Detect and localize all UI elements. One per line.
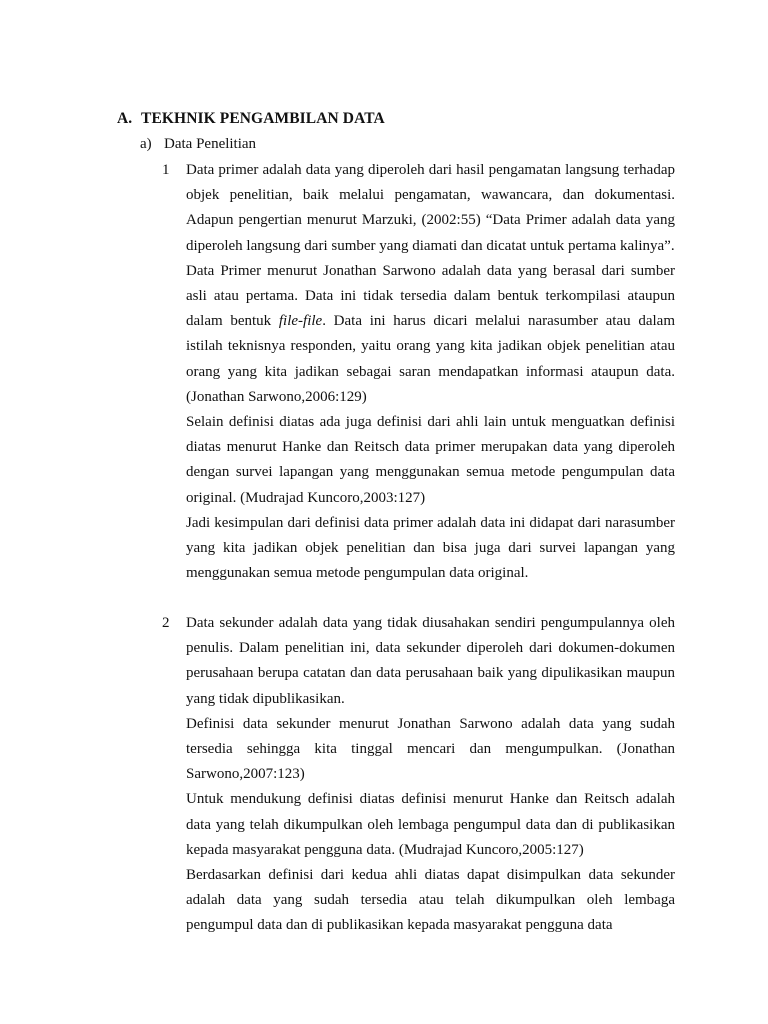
subsection-title: Data Penelitian bbox=[164, 136, 257, 152]
paragraph: Data sekunder adalah data yang tidak diusahakan sendiri pengumpulannya oleh penulis. Dalam penelitian ini, data sekunder diperoleh dari dokumen-dokumen perusahaan berupa catatan dan data perusahaan baik yang dipulikasikan maupun yang tidak dipublikasikan. bbox=[186, 615, 675, 707]
section-heading bbox=[117, 110, 385, 128]
subsection-letter: a) bbox=[140, 136, 152, 152]
list-item-secondary-data bbox=[162, 611, 675, 939]
paragraph: Definisi data sekunder menurut Jonathan Sarwono adalah data yang sudah tersedia sehingga kita tinggal mencari dan mengumpulkan. (Jonathan Sarwono,2007:123) bbox=[186, 715, 675, 783]
section-title: TEKHNIK PENGAMBILAN DATA bbox=[141, 110, 385, 127]
list-item-primary-data bbox=[162, 158, 675, 586]
paragraph: Berdasarkan definisi dari kedua ahli diatas dapat disimpulkan data sekunder adalah data yang sudah tersedia atau telah dikumpulkan oleh lembaga pengumpul data dan di publikasikan kepada masyarakat pengguna data bbox=[186, 867, 675, 934]
section-letter: A. bbox=[117, 110, 133, 127]
list-item-number: 2 bbox=[162, 615, 170, 631]
list-item-number: 1 bbox=[162, 162, 170, 178]
paragraph: Jadi kesimpulan dari definisi data primer adalah data ini didapat dari narasumber yang kita jadikan objek penelitian dan bisa juga dari survei lapangan yang menggunakan semua metode pengumpulan data original. bbox=[186, 514, 675, 582]
italic-term: file-file bbox=[278, 313, 323, 330]
paragraph: Untuk mendukung definisi diatas definisi menurut Hanke dan Reitsch adalah data yang telah dikumpulkan oleh lembaga pengumpul data dan di publikasikan kepada masyarakat pengguna data. (Mudrajad Kuncoro,2005:127) bbox=[186, 791, 675, 858]
paragraph-text: Data Primer menurut Jonathan Sarwono adalah data yang berasal dari sumber asli atau pertama. Data ini tidak tersedia dalam bentuk terkompilasi ataupun dalam bentuk bbox=[186, 262, 675, 330]
paragraph-text: . Data ini harus dicari melalui narasumber atau dalam istilah teknisnya responden, yaitu orang yang kita jadikan objek penelitian atau orang yang kita jadikan sebagai saran mendapatkan informasi ataupun data. (Jonathan Sarwono,2006:129) bbox=[186, 313, 675, 405]
paragraph: Selain definisi diatas ada juga definisi dari ahli lain untuk menguatkan definisi diatas menurut Hanke dan Reitsch data primer merupakan data yang diperoleh dengan survei lapangan yang menggunakan semua metode pengumpulan data original. (Mudrajad Kuncoro,2003:127) bbox=[186, 414, 675, 506]
subsection-heading bbox=[140, 136, 256, 153]
paragraph bbox=[186, 259, 675, 410]
paragraph: Data primer adalah data yang diperoleh dari hasil pengamatan langsung terhadap objek penelitian, baik melalui pengamatan, wawancara, dan dokumentasi. Adapun pengertian menurut Marzuki, (2002:55) “Data Primer adalah data yang diperoleh langsung dari sumber yang diamati dan dicatat untuk pertama kalinya”. bbox=[186, 162, 675, 254]
